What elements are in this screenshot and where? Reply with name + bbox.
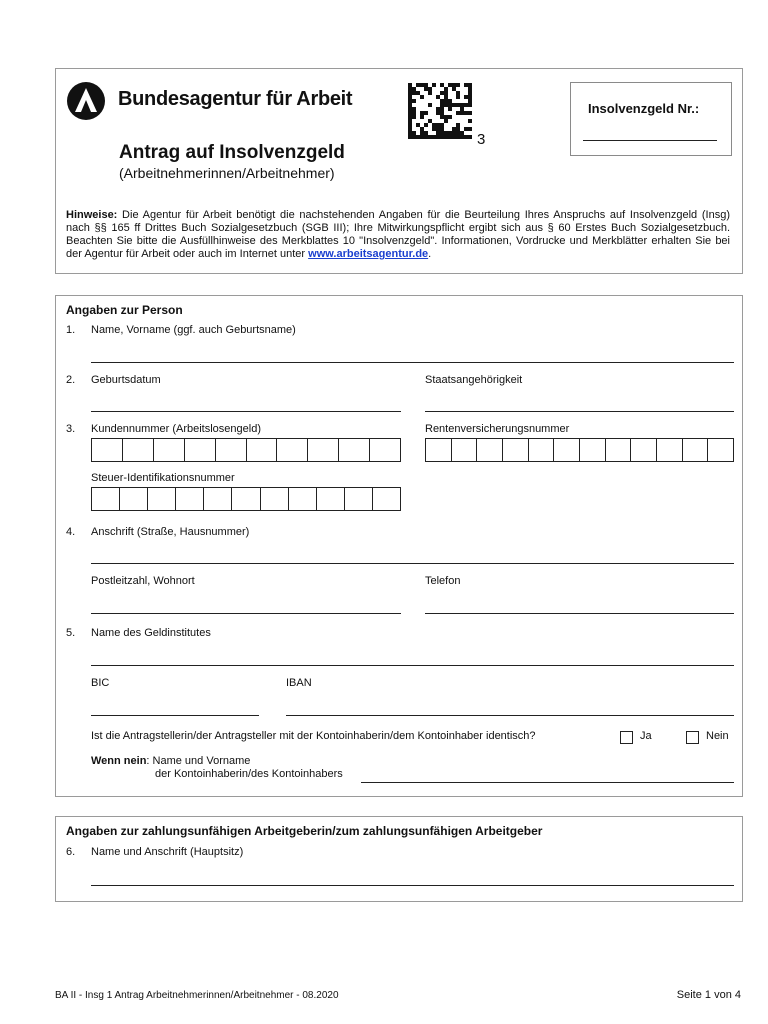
name-field[interactable] (91, 362, 734, 363)
digit-cell[interactable] (529, 439, 555, 461)
digit-cell[interactable] (120, 488, 148, 510)
pension-number-cells[interactable] (425, 438, 734, 462)
digit-cell[interactable] (261, 488, 289, 510)
matrix-barcode (408, 83, 472, 139)
digit-cell[interactable] (373, 488, 400, 510)
nationality-field[interactable] (425, 411, 734, 412)
employer-name-address-field[interactable] (91, 885, 734, 886)
holder-name-label: der Kontoinhaberin/des Kontoinhabers (155, 768, 343, 780)
bic-field[interactable] (91, 715, 259, 716)
digit-cell[interactable] (631, 439, 657, 461)
digit-cell[interactable] (247, 439, 278, 461)
barcode-number: 3 (477, 131, 486, 148)
postal-field[interactable] (91, 613, 401, 614)
if-no-line (91, 755, 250, 767)
birthdate-label: Geburtsdatum (91, 374, 161, 386)
phone-label: Telefon (425, 575, 461, 587)
insolvenzgeld-nr-label: Insolvenzgeld Nr.: (588, 101, 700, 116)
phone-field[interactable] (425, 613, 734, 614)
footer-page-info: Seite 1 von 4 (676, 989, 741, 1001)
digit-cell[interactable] (657, 439, 683, 461)
hinweise-label: Hinweise: (66, 209, 118, 221)
bank-field[interactable] (91, 665, 734, 666)
no-label: Nein (706, 730, 729, 742)
website-link[interactable]: www.arbeitsagentur.de (308, 248, 429, 260)
holder-name-field[interactable] (361, 782, 734, 783)
digit-cell[interactable] (580, 439, 606, 461)
tax-id-label: Steuer-Identifikationsnummer (91, 472, 235, 484)
form-title: Antrag auf Insolvenzgeld (119, 142, 345, 163)
if-no-text: : Name und Vorname (146, 755, 251, 767)
digit-cell[interactable] (339, 439, 370, 461)
bic-label: BIC (91, 677, 110, 689)
digit-cell[interactable] (308, 439, 339, 461)
birthdate-field[interactable] (91, 411, 401, 412)
digit-cell[interactable] (503, 439, 529, 461)
item-number-4: 4. (66, 526, 76, 538)
no-checkbox[interactable] (686, 731, 699, 744)
tax-id-cells[interactable] (91, 487, 401, 511)
nationality-label: Staatsangehörigkeit (425, 374, 523, 386)
name-label: Name, Vorname (ggf. auch Geburtsname) (91, 324, 296, 336)
employer-name-address-label: Name und Anschrift (Hauptsitz) (91, 846, 244, 858)
hinweise-end: . (428, 248, 432, 260)
digit-cell[interactable] (370, 439, 400, 461)
digit-cell[interactable] (204, 488, 232, 510)
digit-cell[interactable] (289, 488, 317, 510)
iban-label: IBAN (286, 677, 312, 689)
digit-cell[interactable] (683, 439, 709, 461)
insolvenzgeld-nr-box (570, 82, 732, 156)
digit-cell[interactable] (232, 488, 260, 510)
digit-cell[interactable] (216, 439, 247, 461)
digit-cell[interactable] (606, 439, 632, 461)
digit-cell[interactable] (176, 488, 204, 510)
agency-name: Bundesagentur für Arbeit (118, 88, 353, 110)
if-no-label: Wenn nein (91, 755, 147, 767)
pension-number-label: Rentenversicherungsnummer (425, 423, 570, 435)
digit-cell[interactable] (185, 439, 216, 461)
item-number-1: 1. (66, 324, 76, 336)
item-number-5: 5. (66, 627, 76, 639)
postal-label: Postleitzahl, Wohnort (91, 575, 195, 587)
footer-form-code: BA II - Insg 1 Antrag Arbeitnehmerinnen/Arbeitnehmer - 08.2020 (55, 990, 339, 1001)
agency-logo-icon (66, 81, 106, 121)
digit-cell[interactable] (277, 439, 308, 461)
iban-field[interactable] (286, 715, 734, 716)
digit-cell[interactable] (92, 439, 123, 461)
digit-cell[interactable] (148, 488, 176, 510)
customer-number-cells[interactable] (91, 438, 401, 462)
person-section-box (55, 295, 743, 797)
yes-label: Ja (640, 730, 652, 742)
digit-cell[interactable] (708, 439, 733, 461)
form-subtitle: (Arbeitnehmerinnen/Arbeitnehmer) (119, 165, 335, 181)
digit-cell[interactable] (477, 439, 503, 461)
digit-cell[interactable] (317, 488, 345, 510)
digit-cell[interactable] (426, 439, 452, 461)
item-number-6: 6. (66, 846, 76, 858)
digit-cell[interactable] (123, 439, 154, 461)
address-field[interactable] (91, 563, 734, 564)
item-number-3: 3. (66, 423, 76, 435)
digit-cell[interactable] (154, 439, 185, 461)
digit-cell[interactable] (92, 488, 120, 510)
hinweise-paragraph (66, 209, 730, 261)
insolvenzgeld-nr-field[interactable] (583, 140, 717, 141)
bank-label: Name des Geldinstitutes (91, 627, 211, 639)
yes-checkbox[interactable] (620, 731, 633, 744)
item-number-2: 2. (66, 374, 76, 386)
address-label: Anschrift (Straße, Hausnummer) (91, 526, 250, 538)
person-section-title: Angaben zur Person (66, 303, 183, 317)
digit-cell[interactable] (452, 439, 478, 461)
digit-cell[interactable] (345, 488, 373, 510)
hinweise-text: Die Agentur für Arbeit benötigt die nachstehenden Angaben für die Beurteilung Ihres Anspruchs auf Insolvenzgeld (Insg) nach §§ 165 ff Drittes Buch Sozialgesetzbuch (SGB III); Ihre Mitwirkungspflicht ergibt sich aus § 60 Erstes Buch Sozialgesetzbuch. Beachten Sie bitte die Ausfüllhinweise des Merkblattes 10 "Insolvenzgeld". Informationen, Vordrucke und Merkblätter erhalten Sie bei der Agentur für Arbeit oder auch im Internet unter (66, 209, 730, 260)
employer-section-title: Angaben zur zahlungsunfähigen Arbeitgeberin/zum zahlungsunfähigen Arbeitgeber (66, 824, 543, 838)
digit-cell[interactable] (554, 439, 580, 461)
holder-question: Ist die Antragstellerin/der Antragsteller mit der Kontoinhaberin/dem Kontoinhaber identisch? (91, 730, 536, 742)
customer-number-label: Kundennummer (Arbeitslosengeld) (91, 423, 261, 435)
